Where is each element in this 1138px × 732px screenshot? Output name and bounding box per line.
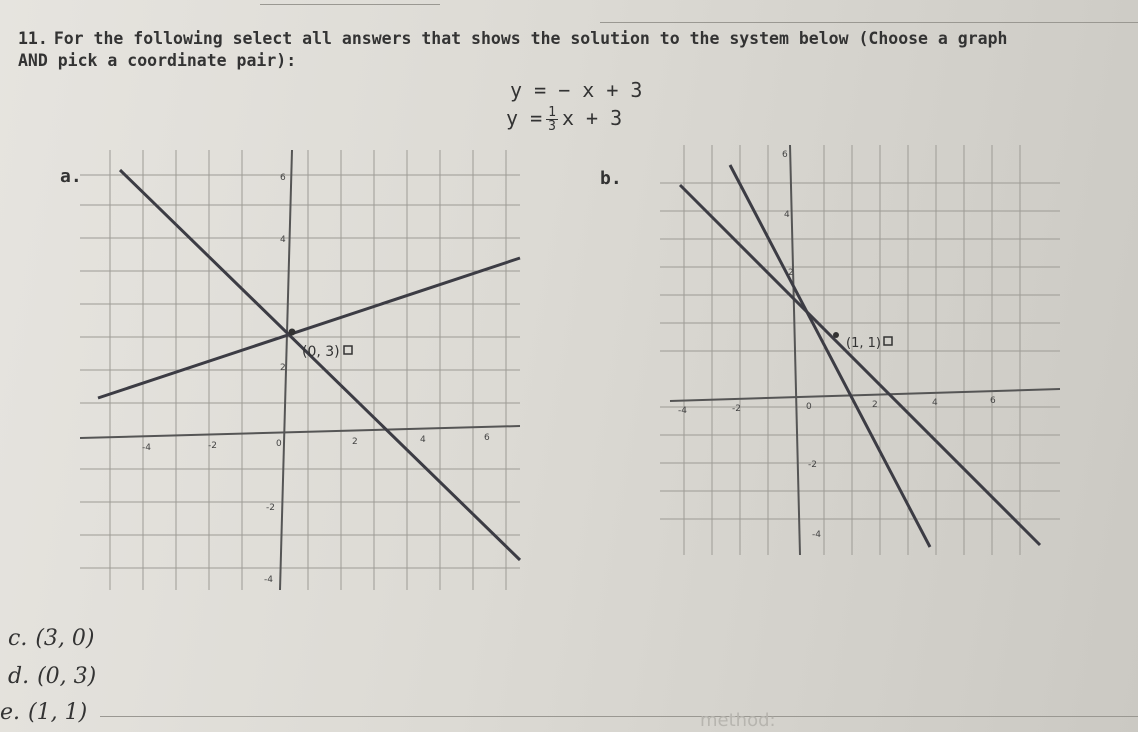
graph-b-y-tick: -2 [808,460,817,470]
graph-a-x-tick: 4 [420,435,426,445]
choice-e-letter: e. [0,700,21,725]
graph-a-y-tick: -2 [266,503,275,513]
choice-e[interactable] [0,700,87,725]
graph-a-y-tick: 2 [280,363,286,373]
graph-a-x-axis [80,426,520,438]
graph-a-x-tick: -4 [142,443,151,453]
graph-a-line-2 [98,258,520,398]
fraction-denominator: 3 [548,119,556,134]
graph-b-label: b. [600,168,622,189]
graph-b-x-tick: -4 [678,406,687,416]
graph-b-intersection-point [833,332,839,338]
graph-b-x-tick: 2 [872,400,878,410]
choice-e-value: (1, 1) [28,700,88,725]
graph-b-y-tick: 6 [782,150,788,160]
graph-b-y-tick: -4 [812,530,821,540]
graph-b-x-tick: 4 [932,398,938,408]
choice-c-letter: c. [8,626,28,651]
question-prompt [18,28,1018,72]
graph-b-x-axis [670,389,1060,401]
graph-b[interactable] [660,145,1060,565]
graph-a-y-tick: 6 [280,173,286,183]
graph-a-grid [80,150,520,590]
choice-d[interactable] [8,664,96,689]
graph-a-intersection-point [289,329,296,336]
equation-2-left: y = [506,106,543,130]
choice-d-letter: d. [8,664,30,689]
graph-a-point-label: (0, 3) [302,344,340,360]
graph-b-x-tick: -2 [732,404,741,414]
graph-a-point-marker [344,346,352,354]
graph-a-y-tick: -4 [264,575,273,585]
graph-b-y-axis [790,145,800,555]
graph-b-y-tick: 4 [784,210,790,220]
graph-a-y-tick: 4 [280,235,286,245]
top-rule [260,4,440,5]
graph-a-x-tick: -2 [208,441,217,451]
graph-b-point-label: (1, 1) [846,336,881,351]
question-number: 11. [18,29,48,48]
graph-a-x-tick: 6 [484,433,490,443]
equation-1: y = − x + 3 [510,78,643,102]
header-rule [600,22,1138,23]
graph-b-x-tick: 0 [806,402,812,412]
graph-b-x-tick: 6 [990,396,996,406]
equation-2 [506,106,622,133]
graph-a-label: a. [60,166,82,187]
choice-c[interactable] [8,626,94,651]
choice-c-value: (3, 0) [35,626,95,651]
footer-rule [100,716,1138,717]
choice-d-value: (0, 3) [37,664,97,689]
footer-text: method: [700,710,776,731]
fraction-numerator: 1 [548,105,556,120]
graph-b-point-marker [884,337,892,345]
question-text: For the following select all answers that shows the solution to the system below (Choose a graph AND pick a coordinate pair): [18,29,1008,70]
graph-b-y-tick: 2 [788,268,794,278]
graph-a-x-tick: 0 [276,439,282,449]
graph-b-line-1 [730,165,930,547]
graph-a-x-tick: 2 [352,437,358,447]
graph-a[interactable] [80,150,530,600]
equation-2-right: x + 3 [561,106,623,130]
fraction-one-third [546,106,558,133]
